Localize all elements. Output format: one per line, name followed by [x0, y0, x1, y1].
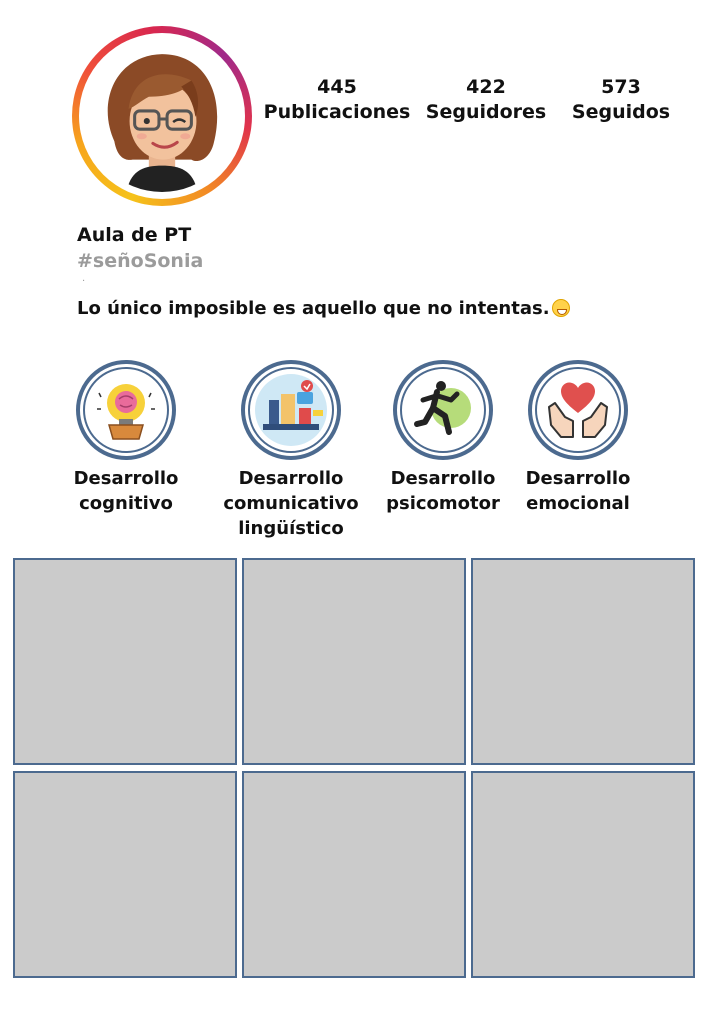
- posts-count: 445: [317, 76, 357, 98]
- highlight-cover-inner: [83, 367, 169, 453]
- profile-bio: [77, 298, 570, 319]
- highlight-label: [213, 466, 369, 541]
- highlight-psicomotor[interactable]: [381, 360, 505, 516]
- post-tile[interactable]: [242, 558, 466, 765]
- heart-hands-icon: [541, 373, 615, 447]
- highlight-cover: [241, 360, 341, 460]
- highlight-label-line: Desarrollo: [238, 468, 344, 489]
- highlight-label: [381, 466, 505, 516]
- highlight-cover-inner: [535, 367, 621, 453]
- highlight-cover-inner: [400, 367, 486, 453]
- grinning-face-icon: [552, 299, 570, 317]
- highlight-label-line: comunicativo: [223, 493, 359, 514]
- highlight-cover: [528, 360, 628, 460]
- bio-separator: ·: [82, 276, 86, 287]
- posts-label: Publicaciones: [263, 101, 411, 123]
- bio-text: Lo único imposible es aquello que no intentas.: [77, 298, 550, 319]
- followers-count: 422: [466, 76, 506, 98]
- post-tile[interactable]: [242, 771, 466, 978]
- highlight-emocional[interactable]: [514, 360, 642, 516]
- highlight-label-line: emocional: [526, 493, 630, 514]
- avatar-illustration: [86, 40, 238, 192]
- following-label: Seguidos: [571, 101, 671, 123]
- highlight-label-line: Desarrollo: [73, 468, 179, 489]
- highlight-label-line: cognitivo: [79, 493, 173, 514]
- avatar-inner: [79, 33, 245, 199]
- highlight-label-line: psicomotor: [386, 493, 500, 514]
- highlight-label: [63, 466, 189, 516]
- communication-icon: [251, 370, 331, 450]
- running-figure-icon: [403, 370, 483, 450]
- stat-following[interactable]: [566, 75, 676, 125]
- post-tile[interactable]: [471, 771, 695, 978]
- profile-avatar[interactable]: [72, 26, 252, 206]
- post-tile[interactable]: [471, 558, 695, 765]
- post-tile[interactable]: [13, 558, 237, 765]
- highlight-comunicativo[interactable]: [213, 360, 369, 541]
- highlight-label: [514, 466, 642, 516]
- following-count: 573: [601, 76, 641, 98]
- lightbulb-brain-icon: [91, 375, 161, 445]
- highlight-label-line: lingüístico: [238, 518, 344, 539]
- followers-label: Seguidores: [425, 101, 547, 123]
- stat-followers[interactable]: [425, 75, 547, 125]
- highlight-cover: [76, 360, 176, 460]
- highlight-cover: [393, 360, 493, 460]
- highlight-label-line: Desarrollo: [390, 468, 496, 489]
- profile-handle[interactable]: #señoSonia: [77, 250, 204, 272]
- highlight-cognitivo[interactable]: [63, 360, 189, 516]
- post-tile[interactable]: [13, 771, 237, 978]
- highlight-cover-inner: [248, 367, 334, 453]
- profile-name: Aula de PT: [77, 224, 192, 246]
- stat-posts[interactable]: [263, 75, 411, 125]
- highlight-label-line: Desarrollo: [525, 468, 631, 489]
- avatar-bitmoji-icon: [86, 40, 238, 192]
